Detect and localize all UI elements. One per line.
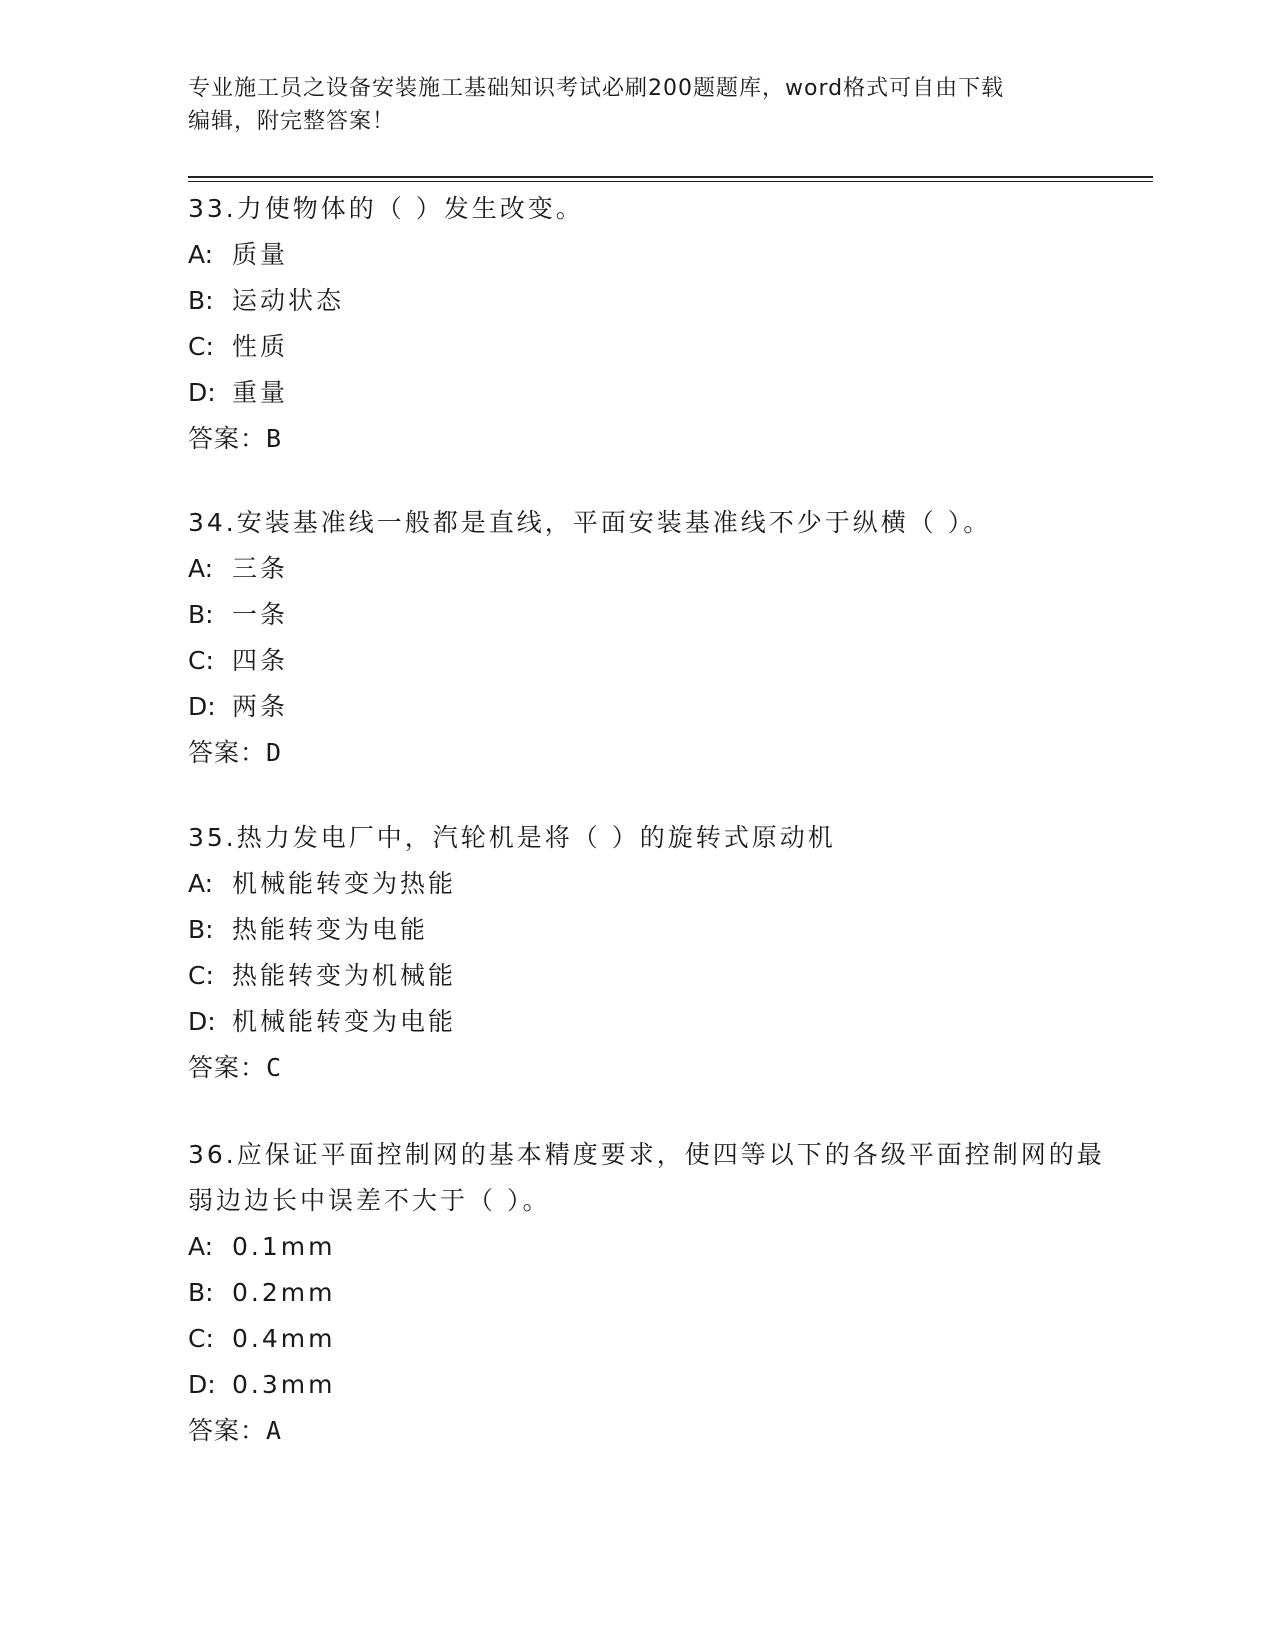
option-letter: B: — [188, 1278, 214, 1307]
question-title: 35.热力发电厂中，汽轮机是将（ ）的旋转式原动机 — [188, 823, 836, 852]
option-a — [188, 232, 1118, 278]
option-text: 重量 — [232, 378, 289, 407]
option-text: 一条 — [232, 600, 289, 629]
option-text: 0.3mm — [232, 1370, 336, 1399]
option-text: 机械能转变为热能 — [232, 869, 457, 898]
question-33 — [188, 186, 1118, 462]
option-text: 0.2mm — [232, 1278, 336, 1307]
option-text: 性质 — [232, 332, 289, 361]
document-header — [188, 72, 1088, 138]
option-text: 机械能转变为电能 — [232, 1007, 457, 1036]
question-34 — [188, 500, 1118, 776]
header-line-1: 专业施工员之设备安装施工基础知识考试必刷200题题库，word格式可自由下载 — [188, 76, 1005, 101]
answer: 答案：A — [188, 1416, 283, 1445]
question-title: 34.安装基准线一般都是直线，平面安装基准线不少于纵横（ ）。 — [188, 508, 992, 537]
answer: 答案：D — [188, 738, 283, 767]
option-a — [188, 546, 1118, 592]
option-text: 运动状态 — [232, 286, 345, 315]
option-letter: D: — [188, 692, 216, 721]
option-text: 热能转变为机械能 — [232, 961, 457, 990]
option-c — [188, 638, 1118, 684]
answer: 答案：B — [188, 424, 283, 453]
option-d — [188, 1362, 1118, 1408]
question-36 — [188, 1132, 1118, 1454]
option-b — [188, 592, 1118, 638]
option-a — [188, 1224, 1118, 1270]
option-text: 质量 — [232, 240, 289, 269]
option-letter: A: — [188, 1232, 214, 1261]
option-text: 0.1mm — [232, 1232, 336, 1261]
option-letter: A: — [188, 554, 214, 583]
question-title: 33.力使物体的（ ）发生改变。 — [188, 194, 584, 223]
option-text: 0.4mm — [232, 1324, 336, 1353]
option-c — [188, 953, 1118, 999]
option-letter: A: — [188, 869, 214, 898]
option-c — [188, 1316, 1118, 1362]
option-letter: C: — [188, 1324, 214, 1353]
header-line-2: 编辑，附完整答案！ — [188, 109, 396, 134]
question-title: 36.应保证平面控制网的基本精度要求，使四等以下的各级平面控制网的最弱边边长中误差不大于（ ）。 — [188, 1140, 1105, 1215]
option-letter: B: — [188, 915, 214, 944]
option-d — [188, 370, 1118, 416]
option-text: 热能转变为电能 — [232, 915, 429, 944]
option-b — [188, 907, 1118, 953]
option-letter: A: — [188, 240, 214, 269]
option-a — [188, 861, 1118, 907]
option-letter: D: — [188, 1007, 216, 1036]
header-divider-thick — [188, 176, 1153, 178]
option-d — [188, 684, 1118, 730]
option-text: 两条 — [232, 692, 289, 721]
option-b — [188, 1270, 1118, 1316]
option-text: 四条 — [232, 646, 289, 675]
option-letter: C: — [188, 332, 214, 361]
option-letter: C: — [188, 646, 214, 675]
option-letter: D: — [188, 378, 216, 407]
option-letter: D: — [188, 1370, 216, 1399]
option-letter: C: — [188, 961, 214, 990]
option-b — [188, 278, 1118, 324]
option-d — [188, 999, 1118, 1045]
option-letter: B: — [188, 286, 214, 315]
option-text: 三条 — [232, 554, 289, 583]
option-letter: B: — [188, 600, 214, 629]
header-divider-thin — [188, 181, 1153, 182]
answer: 答案：C — [188, 1053, 283, 1082]
question-35 — [188, 815, 1118, 1091]
option-c — [188, 324, 1118, 370]
